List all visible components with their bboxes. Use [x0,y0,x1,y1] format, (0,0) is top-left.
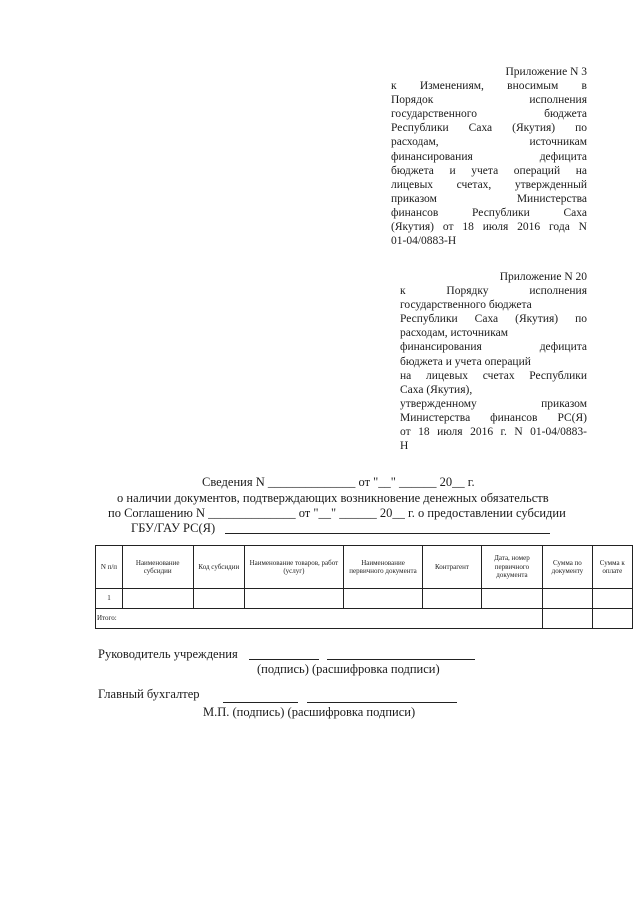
appendix-3-line: бюджета и учета операций на [391,164,587,177]
table-cell [543,589,592,609]
appendix-20-line: к Порядку исполнения [400,285,587,298]
appendix-3-block [391,65,587,248]
documents-table [95,545,633,629]
head-name-line [327,659,475,660]
appendix-20-line: Н [400,440,409,453]
table-cell [423,589,481,609]
appendix-3-line: расходам, источникам [391,136,587,149]
table-cell [122,589,193,609]
appendix-3-line: (Якутия) от 18 июля 2016 года N [391,221,587,234]
appendix-3-line: к Изменениям, вносимым в [391,80,587,93]
appendix-3-title: Приложение N 3 [505,66,587,78]
appendix-20-title: Приложение N 20 [499,271,587,283]
table-row [96,589,633,609]
table-header-cell: Наименование субсидии [122,546,193,589]
table-header-cell: Наименование первичного документа [343,546,423,589]
table-header-cell: Сумма к оплате [592,546,632,589]
appendix-3-line: Порядок исполнения [391,94,587,107]
accountant-signature-caption: М.П. (подпись) (расшифровка подписи) [203,705,416,719]
table-cell [481,589,543,609]
appendix-20-line: расходам, источникам [400,327,508,340]
agreement-line: по Соглашению N ______________ от "__" ______ 20__ г. о предоставлении субсидии [108,506,566,520]
table-header-cell: N п/п [96,546,123,589]
table-header-cell: Контрагент [423,546,481,589]
report-subheading: о наличии документов, подтверждающих возникновение денежных обязательств [117,491,549,505]
table-cell [193,589,245,609]
appendix-20-line: на лицевых счетах Республики [400,369,587,382]
head-signature-label: Руководитель учреждения [98,647,238,661]
report-heading: Сведения N ______________ от "__" ______ 20__ г. [202,475,475,489]
appendix-3-line: Республики Саха (Якутия) по [391,122,587,135]
appendix-20-line: финансирования дефицита [400,341,587,354]
table-cell: 1 [96,589,123,609]
appendix-20-line: государственного бюджета [400,299,532,312]
total-label: Итого: [96,609,543,629]
total-cell [543,609,592,629]
accountant-signature-label: Главный бухгалтер [98,687,200,701]
appendix-3-line: лицевых счетах, утвержденный [391,178,587,191]
appendix-3-line: приказом Министерства [391,192,587,205]
appendix-3-line: государственного бюджета [391,108,587,121]
table-header-cell: Код субсидии [193,546,245,589]
appendix-3-line: финансов Республики Саха [391,206,587,219]
accountant-name-line [307,702,457,703]
appendix-20-line: бюджета и учета операций [400,355,531,368]
total-cell [592,609,632,629]
institution-line: ГБУ/ГАУ РС(Я) [131,521,216,535]
table-header-cell: Наименование товаров, работ (услуг) [245,546,344,589]
table-cell [245,589,344,609]
appendix-20-line: утвержденному приказом [400,397,587,410]
appendix-20-line: Республики Саха (Якутия) по [400,313,587,326]
table-header-row [96,546,633,589]
appendix-20-line: Саха (Якутия), [400,383,473,396]
appendix-20-line: Министерства финансов РС(Я) [400,411,587,424]
table-header-cell: Сумма по документу [543,546,592,589]
appendix-20-block [400,270,587,453]
institution-underline [225,533,550,534]
appendix-20-line: от 18 июля 2016 г. N 01-04/0883- [400,426,587,439]
head-signature-line [249,659,319,660]
table-cell [343,589,423,609]
appendix-3-line: 01-04/0883-Н [391,235,457,248]
head-signature-caption: (подпись) (расшифровка подписи) [257,662,440,676]
table-total-row [96,609,633,629]
table-cell [592,589,632,609]
accountant-signature-line [223,702,298,703]
table-header-cell: Дата, номер первичного документа [481,546,543,589]
appendix-3-line: финансирования дефицита [391,150,587,163]
